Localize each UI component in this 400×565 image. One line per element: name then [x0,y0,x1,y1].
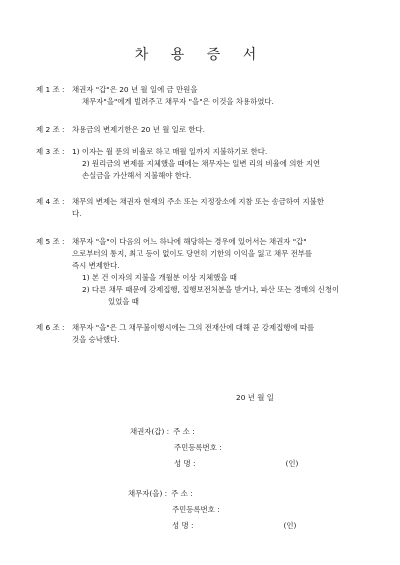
debtor-name-label: 성 명 : [172,521,194,530]
creditor-address-label: 주 소 : [173,427,195,436]
creditor-block [130,424,298,472]
article-number: 제 4 조 : [36,197,65,206]
creditor-name-label: 성 명 : [174,459,196,468]
creditor-seal: (인) [285,459,299,468]
creditor-role-label: 채권자(갑) : [130,427,170,436]
article-text: 2) 다른 채무 때문에 강제집행, 집행보전처분을 받거나, 파산 또는 경매의 신청이 [82,285,340,294]
article-number: 제 2 조 : [36,125,65,134]
article-text: 손실금을 가산해서 지불해야 한다. [82,171,192,180]
debtor-address-label: 주 소 : [171,489,193,498]
creditor-id-label: 주민등록번호 : [174,443,222,452]
article-number: 제 6 조 : [36,323,65,332]
debtor-block [128,486,296,534]
article-text: 1) 이자는 월 푼의 비율로 하고 매월 일까지 지불하기로 한다. [72,147,268,156]
article-text: 있었을 때 [108,297,139,306]
article-text: 차용금의 변제기한은 20 년 월 일로 한다. [72,125,205,134]
contract-date: 20 년 월 일 [236,393,274,402]
article-text: 2) 원리금의 변제를 지체했을 때에는 채무자는 일변 리의 비율에 의한 지연 [82,159,321,168]
article-4 [36,196,378,220]
article-2 [36,124,378,136]
article-1 [36,84,378,108]
document-title: 차 용 증 서 [134,47,266,63]
debtor-role-label: 채무자(을) : [128,489,168,498]
article-text: 것을 승낙했다. [72,335,120,344]
article-number: 제 3 조 : [36,147,65,156]
article-text: 1) 본 건 이자의 지불을 개월분 이상 지체했을 때 [82,273,237,282]
article-text: 채무자"을"에게 빌려주고 채무자 "을"은 이것을 차용하였다. [82,97,274,106]
article-text: 채무자 "을"이 다음의 어느 하나에 해당하는 경우에 있어서는 채권자 "갑" [72,237,307,246]
article-text: 즉시 변제한다. [72,261,120,270]
article-text: 다. [72,209,82,218]
article-6 [36,322,378,346]
article-text: 채무의 변제는 채권자 현재의 주소 또는 지정장소에 지참 또는 송금하여 지불한 [72,197,324,206]
article-number: 제 1 조 : [36,85,65,94]
article-3 [36,146,378,182]
article-text: 으로부터의 통지, 최고 등이 없이도 당연히 기한의 이익을 잃고 채무 전부를 [72,249,313,258]
article-text: 채권자 "갑"은 20 년 월 일에 금 만원을 [72,85,198,94]
article-text: 채무자 "을"은 그 채무불이행시에는 그의 전재산에 대해 곧 강제집행에 따를 [72,323,315,332]
article-5 [36,236,378,308]
debtor-id-label: 주민등록번호 : [172,505,220,514]
article-number: 제 5 조 : [36,237,65,246]
debtor-seal: (인) [283,521,297,530]
